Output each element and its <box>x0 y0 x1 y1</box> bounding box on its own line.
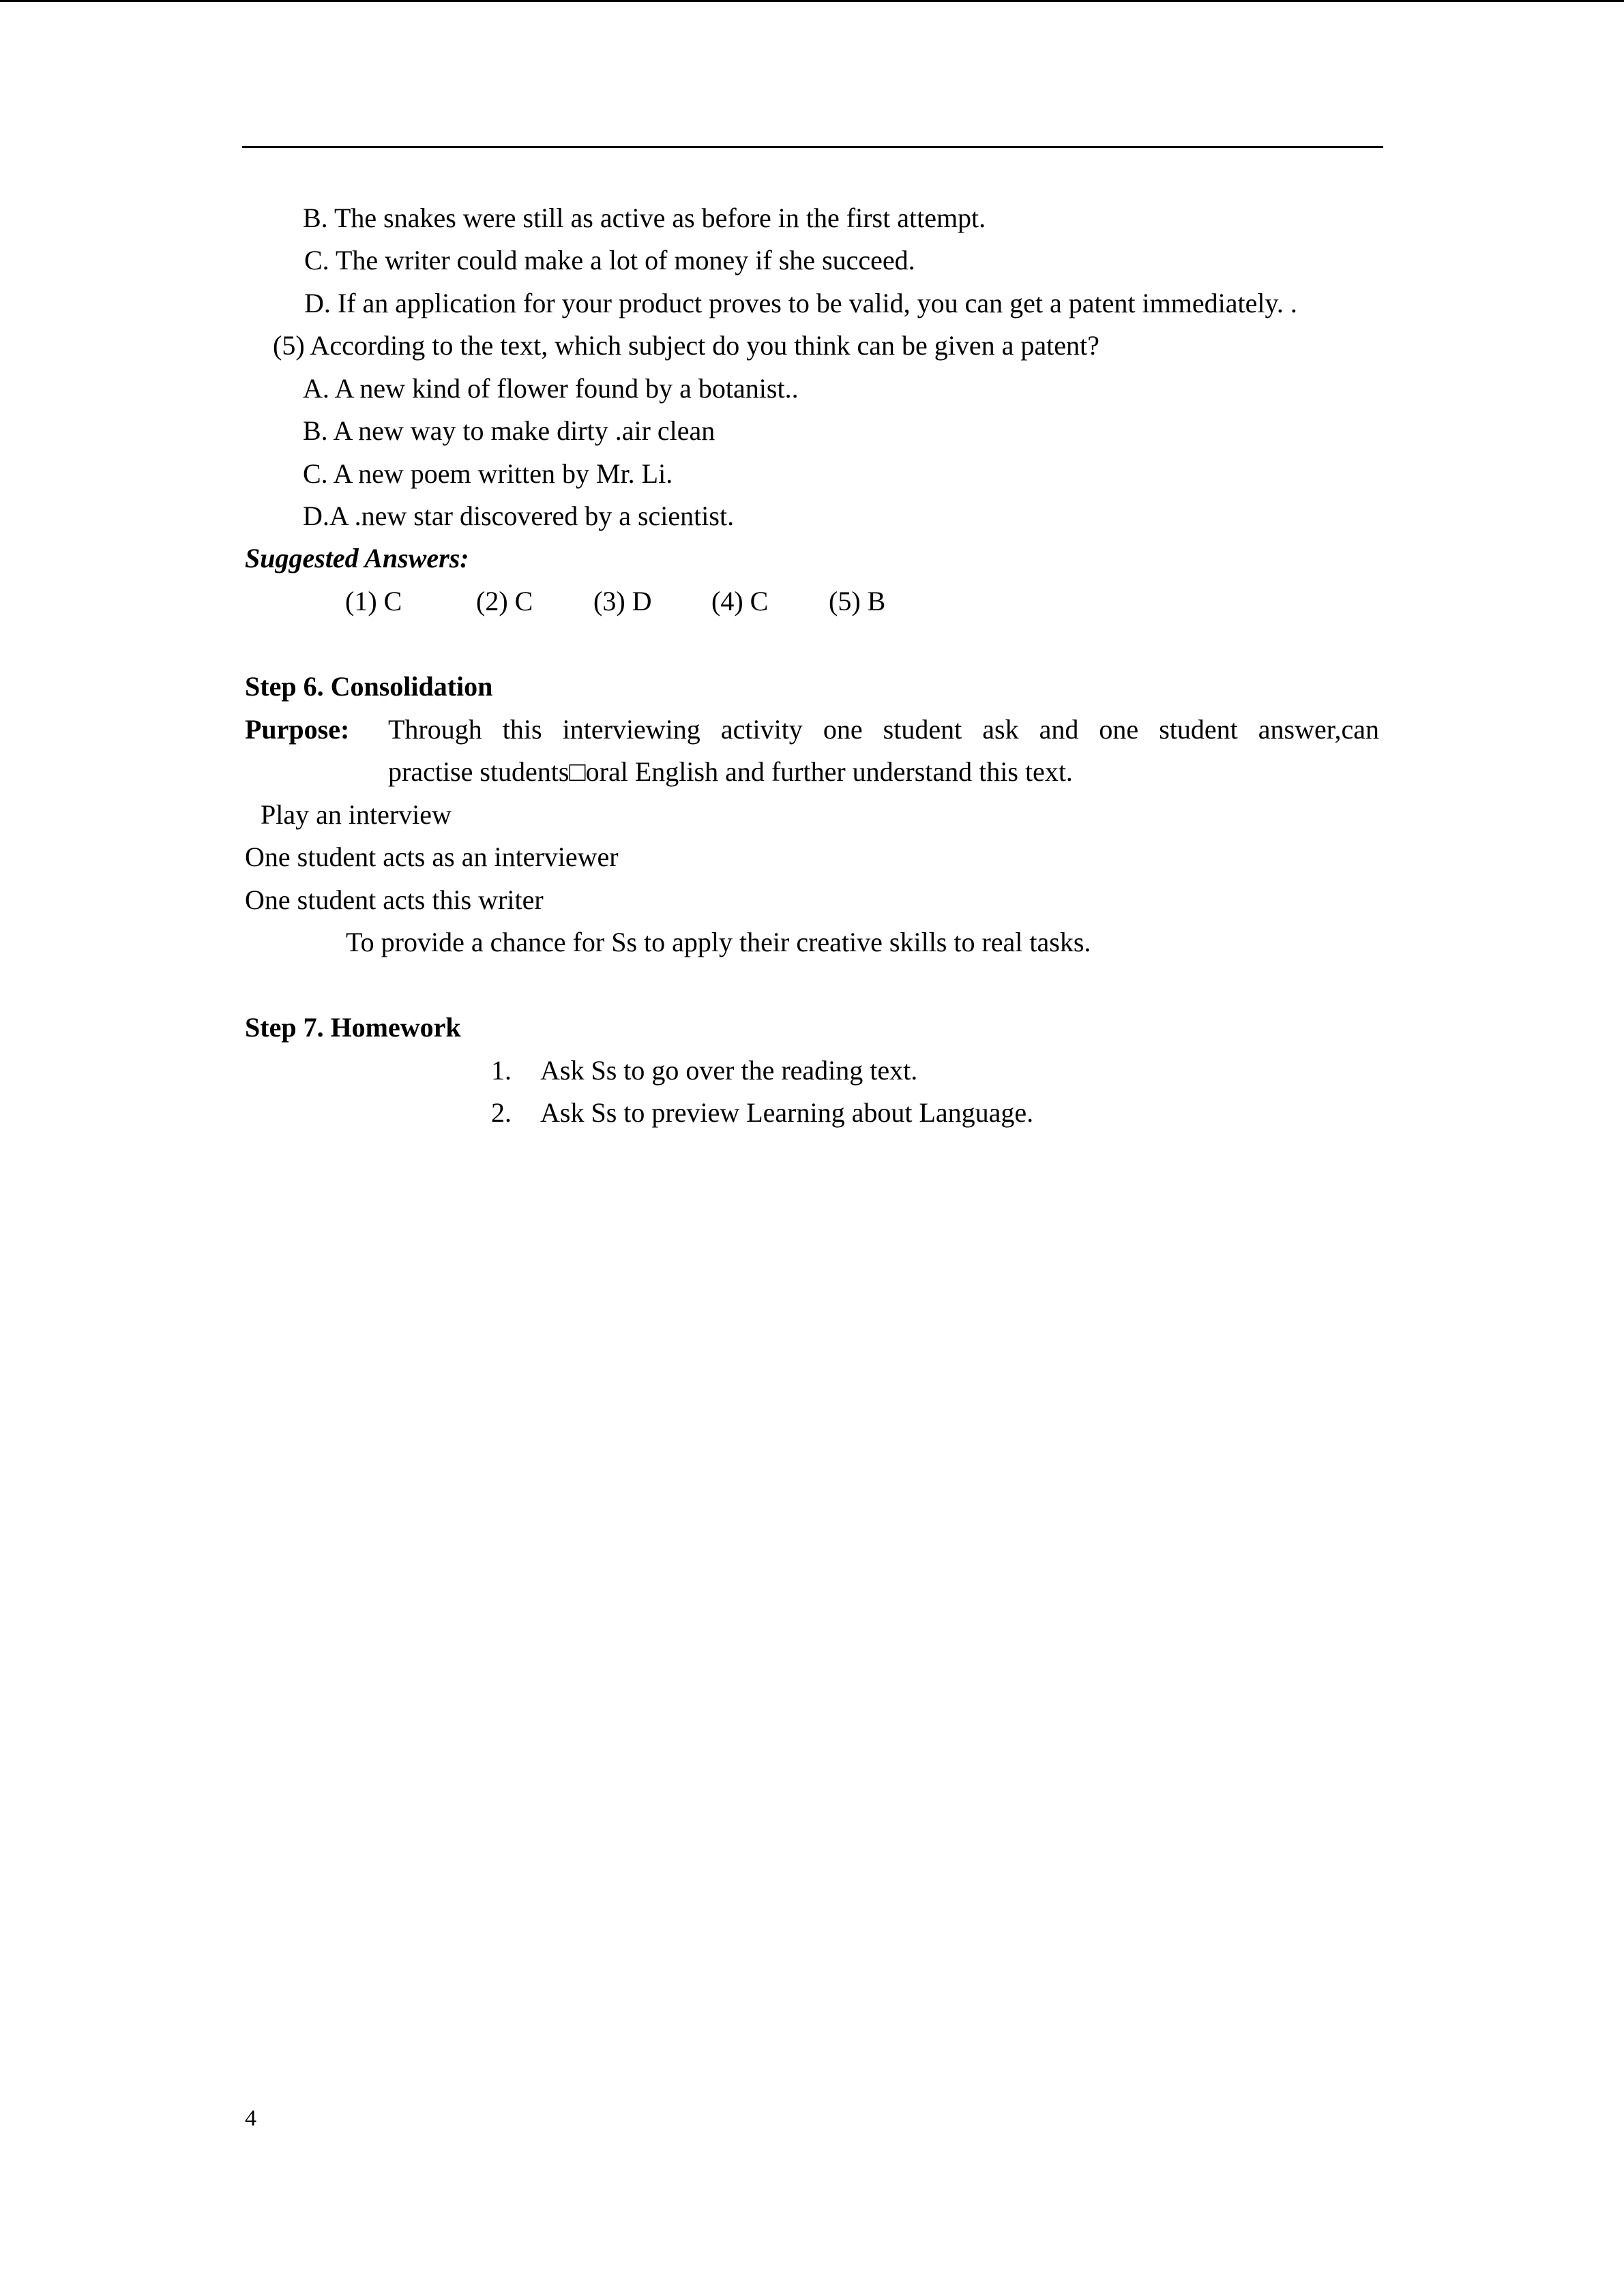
header-rule <box>242 146 1383 148</box>
homework-number: 2. <box>491 1097 512 1128</box>
purpose-text-line1: Through this interviewing activity one student ask and one student answer,can <box>388 714 1379 745</box>
q5-option-b: B. A new way to make dirty .air clean <box>303 415 715 446</box>
purpose-label: Purpose: <box>245 714 350 745</box>
purpose-text-line2: practise students□oral English and further understand this text. <box>388 756 1073 787</box>
homework-item: Ask Ss to go over the reading text. <box>540 1055 918 1086</box>
activity-line: To provide a chance for Ss to apply their creative skills to real tasks. <box>346 927 1091 957</box>
activity-line: One student acts as an interviewer <box>245 841 619 872</box>
q5-option-a: A. A new kind of flower found by a botanist.. <box>303 373 799 404</box>
answer-item: (5) B <box>829 586 886 616</box>
answer-item: (2) C <box>476 586 533 616</box>
answer-item: (1) C <box>345 586 402 616</box>
suggested-answers-heading: Suggested Answers: <box>245 543 469 573</box>
q4-option-d: D. If an application for your product proves to be valid, you can get a patent immediately. . <box>304 288 1297 318</box>
answer-item: (4) C <box>711 586 769 616</box>
homework-number: 1. <box>491 1055 512 1086</box>
answer-item: (3) D <box>593 586 652 616</box>
q4-option-b: B. The snakes were still as active as before in the first attempt. <box>303 203 986 233</box>
q5-stem: (5) According to the text, which subject do you think can be given a patent? <box>273 330 1099 361</box>
q5-option-d: D.A .new star discovered by a scientist. <box>303 501 735 531</box>
homework-item: Ask Ss to preview Learning about Language. <box>540 1097 1034 1128</box>
q4-option-c: C. The writer could make a lot of money if she succeed. <box>304 245 915 275</box>
page-number: 4 <box>245 2106 256 2131</box>
page-top-border <box>0 0 1624 2</box>
activity-line: Play an interview <box>261 799 452 830</box>
step7-heading: Step 7. Homework <box>245 1012 461 1043</box>
q5-option-c: C. A new poem written by Mr. Li. <box>303 458 673 489</box>
step6-heading: Step 6. Consolidation <box>245 671 493 702</box>
activity-line: One student acts this writer <box>245 884 544 915</box>
